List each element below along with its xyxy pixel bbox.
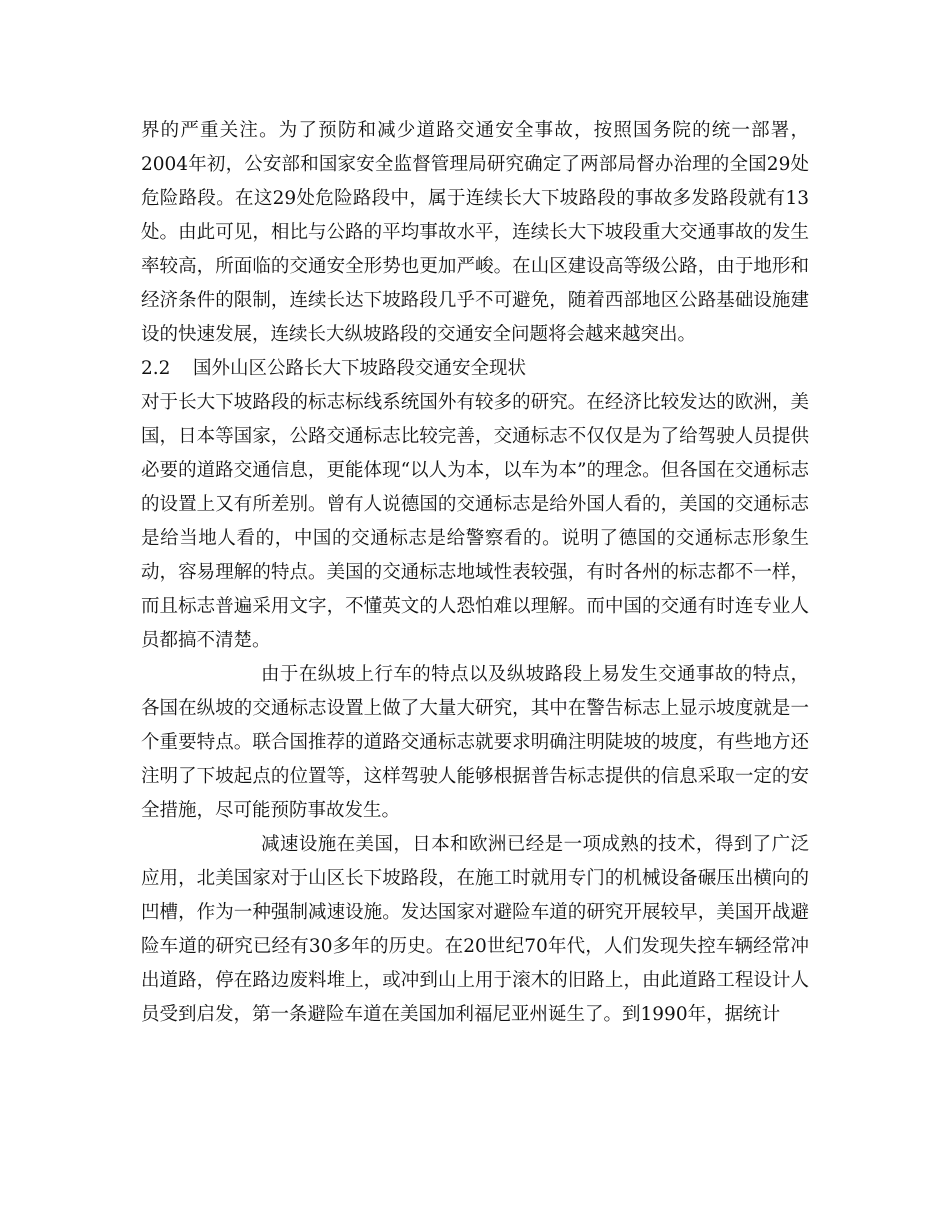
section-heading — [141, 352, 809, 386]
document-body — [141, 114, 809, 1032]
section-title: 国外山区公路长大下坡路段交通安全现状 — [193, 358, 527, 379]
paragraph-speed-reduction-facilities: 减速设施在美国，日本和欧洲已经是一项成熟的技术，得到了广泛应用，北美国家对于山区长下坡路段，在施工时就用专门的机械设备碾压出横向的凹槽，作为一种强制减速设施。发达国家对避险车道的研究开展较早，美国开战避险车道的研究已经有30多年的历史。在20世纪70年代，人们发现失控车辆经常冲出道路，停在路边废料堆上，或冲到山上用于滚木的旧路上，由此道路工程设计人员受到启发，第一条避险车道在美国加利福尼亚州诞生了。到1990年，据统计 — [141, 834, 809, 1025]
section-number: 2.2 — [141, 358, 171, 379]
paragraph-danger-road-sections: 界的严重关注。为了预防和减少道路交通安全事故，按照国务院的统一部署，2004年初，公安部和国家安全监督管理局研究确定了两部局督办治理的全国29处危险路段。在这29处危险路段中，属于连续长大下坡路段的事故多发路段就有13处。由此可见，相比与公路的平均事故水平，连续长大下坡段重大交通事故的发生率较高，所面临的交通安全形势也更加严峻。在山区建设高等级公路，由于地形和经济条件的限制，连续长达下坡路段几乎不可避免，随着西部地区公路基础设施建设的快速发展，连续长大纵坡路段的交通安全问题将会越来越突出。 — [141, 120, 809, 345]
paragraph-traffic-signs: 对于长大下坡路段的标志标线系统国外有较多的研究。在经济比较发达的欧洲，美国，日本等国家，公路交通标志比较完善，交通标志不仅仅是为了给驾驶人员提供必要的道路交通信息，更能体现“以人为本，以车为本”的理念。但各国在交通标志的设置上又有所差别。曾有人说德国的交通标志是给外国人看的，美国的交通标志是给当地人看的，中国的交通标志是给警察看的。说明了德国的交通标志形象生动，容易理解的特点。美国的交通标志地域性表较强，有时各州的标志都不一样，而且标志普遍采用文字，不懂英文的人恐怕难以理解。而中国的交通有时连专业人员都搞不清楚。 — [141, 392, 809, 651]
paragraph-slope-warning-signs: 由于在纵坡上行车的特点以及纵坡路段上易发生交通事故的特点，各国在纵坡的交通标志设置上做了大量大研究，其中在警告标志上显示坡度就是一个重要特点。联合国推荐的道路交通标志就要求明确注明陡坡的坡度，有些地方还注明了下坡起点的位置等，这样驾驶人能够根据普告标志提供的信息采取一定的安全措施，尽可能预防事故发生。 — [141, 664, 809, 821]
